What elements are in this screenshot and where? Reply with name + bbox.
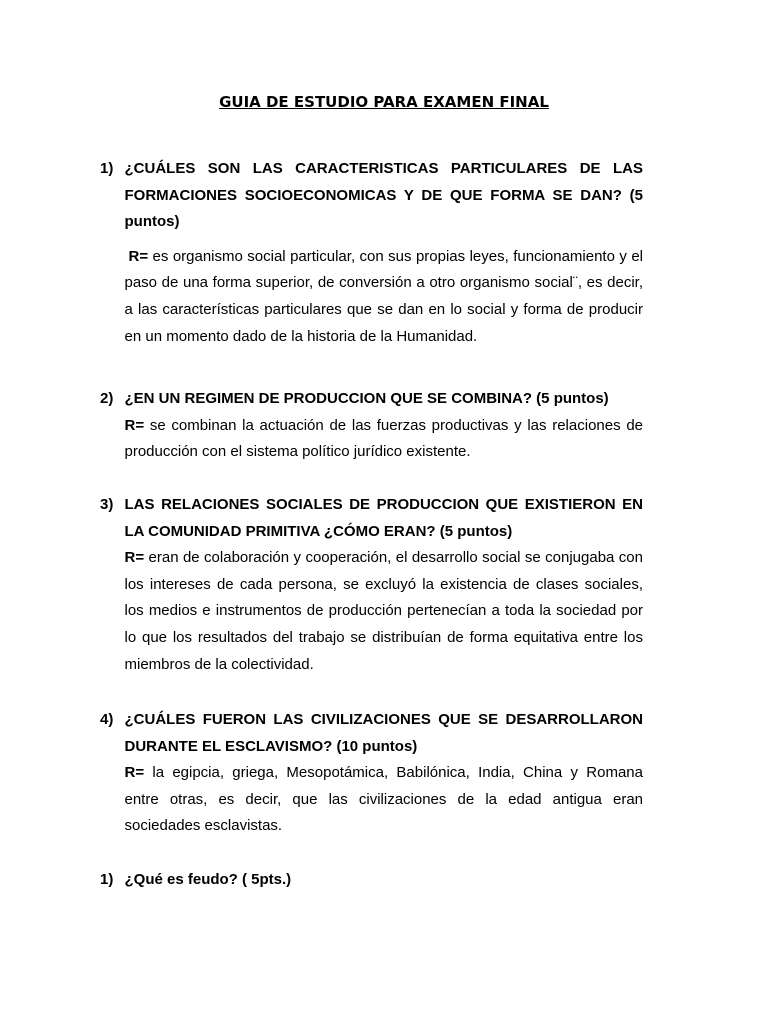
answer-paragraph (125, 760, 644, 840)
answer-text: es organismo social particular, con sus propias leyes, funcionamiento y el paso de una forma superior, de conversión a otro organismo social¨, es decir, a las características particulares que se dan en lo social y forma de producir en un momento dado de la historia de la Humanidad. (124, 247, 643, 345)
answer-text: se combinan la actuación de las fuerzas productivas y las relaciones de producción con el sistema político jurídico existente. (124, 416, 643, 461)
answer-paragraph (125, 413, 644, 466)
question-number: 1) (100, 871, 114, 888)
question-text: LAS RELACIONES SOCIALES DE PRODUCCION QUE EXISTIERON EN LA COMUNIDAD PRIMITIVA ¿CÓMO ERAN? (5 puntos) (124, 496, 643, 540)
answer-label: R= (124, 549, 145, 567)
question-number: 2) (100, 390, 114, 407)
answer-text: eran de colaboración y cooperación, el desarrollo social se conjugaba con los intereses de cada persona, se excluyó la existencia de clases sociales, los medios e instrumentos de producción pertenecían a toda la sociedad por lo que los resultados del trabajo se distribuían de forma equitativa entre los miembros de la colectividad. (124, 549, 643, 673)
answer-paragraph (125, 244, 644, 350)
answer-label: R= (128, 247, 149, 265)
question-text: ¿CUÁLES FUERON LAS CIVILIZACIONES QUE SE DESARROLLARON DURANTE EL ESCLAVISMO? (10 puntos) (124, 711, 643, 755)
answer-label: R= (124, 416, 145, 434)
question-number: 1) (100, 160, 114, 177)
question-number: 4) (100, 711, 114, 728)
question-item-5 (100, 867, 643, 894)
question-text: ¿EN UN REGIMEN DE PRODUCCION QUE SE COMBINA? (5 puntos) (124, 390, 609, 407)
question-number: 3) (100, 496, 114, 513)
question-text: ¿CUÁLES SON LAS CARACTERISTICAS PARTICULARES DE LAS FORMACIONES SOCIOECONOMICAS Y DE QUE FORMA SE DAN? (5 puntos) (124, 160, 643, 231)
question-item-1 (100, 156, 643, 350)
answer-paragraph (125, 545, 644, 678)
question-item-3 (100, 492, 643, 678)
answer-text: la egipcia, griega, Mesopotámica, Babilónica, India, China y Romana entre otras, es decir, que las civilizaciones de la edad antigua eran sociedades esclavistas. (124, 764, 643, 835)
answer-label: R= (124, 764, 145, 782)
question-text: ¿Qué es feudo? ( 5pts.) (124, 871, 292, 888)
document-title: GUIA DE ESTUDIO PARA EXAMEN FINAL (219, 93, 549, 111)
question-item-2 (100, 386, 643, 466)
question-item-4 (100, 707, 643, 840)
